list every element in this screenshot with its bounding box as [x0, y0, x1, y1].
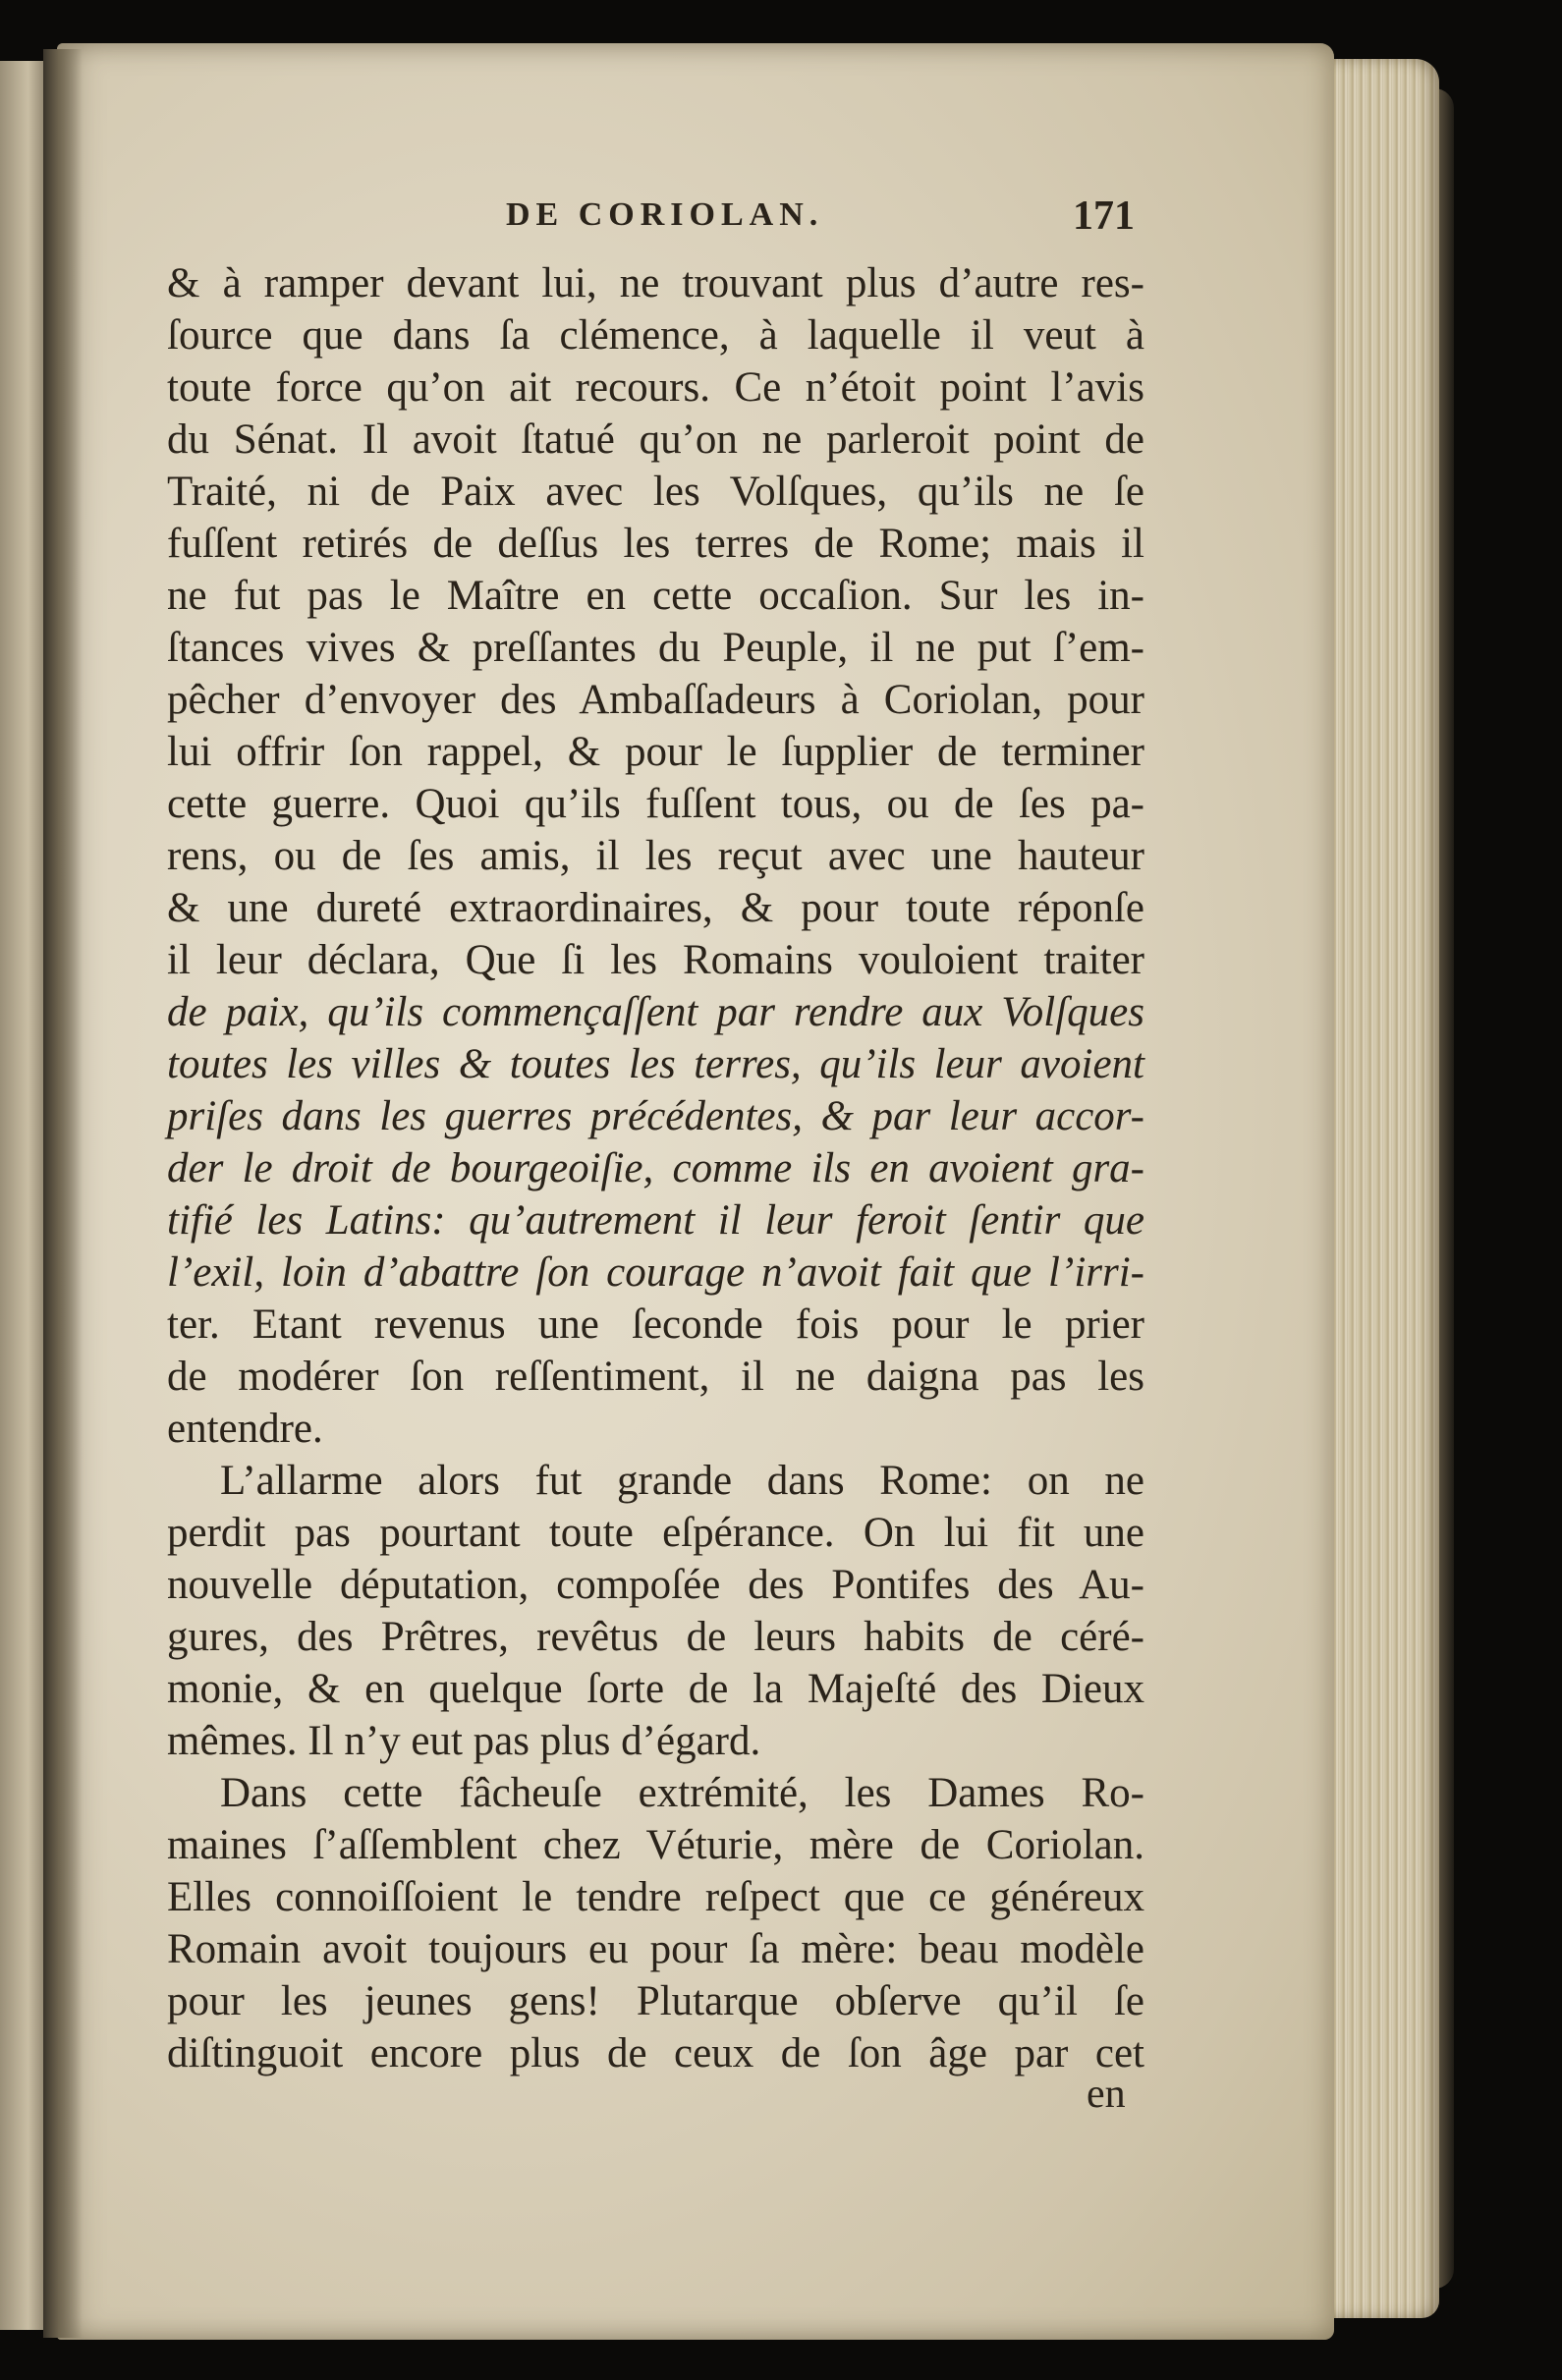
text-line: cette guerre. Quoi qu’ils fuſſent tous, ou de ſes pa-: [167, 781, 1144, 827]
catchword: en: [1087, 2072, 1126, 2117]
text-line: Traité, ni de Paix avec les Volſques, qu’ils ne ſe: [167, 469, 1144, 515]
text-line: ſtances vives & preſſantes du Peuple, il ne put ſ’em-: [167, 625, 1144, 671]
text-line: pour les jeunes gens! Plutarque obſerve qu’il ſe: [167, 1978, 1144, 2024]
text-line: diſtinguoit encore plus de ceux de ſon âge par cet: [167, 2030, 1144, 2076]
text-line: du Sénat. Il avoit ſtatué qu’on ne parleroit point de: [167, 416, 1144, 463]
text-line-italic: toutes les villes & toutes les terres, qu’ils leur avoient: [167, 1041, 1144, 1087]
text-line: gures, des Prêtres, revêtus de leurs habits de céré-: [167, 1614, 1144, 1660]
text-line: nouvelle députation, compoſée des Pontifes des Au-: [167, 1562, 1144, 1608]
text-line: toute force qu’on ait recours. Ce n’étoit point l’avis: [167, 364, 1144, 411]
text-line-italic: tifié les Latins: qu’autrement il leur feroit ſentir que: [167, 1197, 1144, 1244]
text-line: pêcher d’envoyer des Ambaſſadeurs à Coriolan, pour: [167, 677, 1144, 723]
text-line: entendre.: [167, 1406, 323, 1452]
text-line: Elles connoiſſoient le tendre reſpect que ce généreux: [167, 1874, 1144, 1920]
text-line: lui offrir ſon rappel, & pour le ſupplier de terminer: [167, 729, 1144, 775]
running-head: DE CORIOLAN.: [506, 196, 824, 233]
text-line-italic: de paix, qu’ils commençaſſent par rendre aux Volſques: [167, 989, 1144, 1035]
text-line: mêmes. Il n’y eut pas plus d’égard.: [167, 1718, 761, 1764]
text-line: ne fut pas le Maître en cette occaſion. Sur les in-: [167, 573, 1144, 619]
text-line: ter. Etant revenus une ſeconde fois pour le prier: [167, 1301, 1144, 1348]
text-line-italic: priſes dans les guerres précédentes, & par leur accor-: [167, 1093, 1144, 1139]
text-line: il leur déclara, Que ſi les Romains vouloient traiter: [167, 937, 1144, 983]
page-number: 171: [1073, 194, 1135, 239]
text-line-italic: der le droit de bourgeoiſie, comme ils en avoient gra-: [167, 1145, 1144, 1191]
text-line: rens, ou de ſes amis, il les reçut avec une hauteur: [167, 833, 1144, 879]
text-line-italic: l’exil, loin d’abattre ſon courage n’avoit fait que l’irri-: [167, 1249, 1144, 1296]
text-line: maines ſ’aſſemblent chez Véturie, mère de Coriolan.: [167, 1822, 1144, 1868]
text-line: fuſſent retirés de deſſus les terres de Rome; mais il: [167, 521, 1144, 567]
text-line: & à ramper devant lui, ne trouvant plus d’autre res-: [167, 260, 1144, 306]
text-line: Dans cette fâcheuſe extrémité, les Dames Ro-: [220, 1770, 1144, 1816]
text-line: Romain avoit toujours eu pour ſa mère: beau modèle: [167, 1926, 1144, 1972]
body-text: [167, 257, 1144, 2079]
text-line: ſource que dans ſa clémence, à laquelle il veut à: [167, 312, 1144, 359]
text-line: L’allarme alors fut grande dans Rome: on ne: [220, 1458, 1144, 1504]
text-line: perdit pas pourtant toute eſpérance. On lui fit une: [167, 1510, 1144, 1556]
text-line: de modérer ſon reſſentiment, il ne daigna pas les: [167, 1354, 1144, 1400]
text-line: & une dureté extraordinaires, & pour toute réponſe: [167, 885, 1144, 931]
gutter-shadow: [43, 49, 83, 2338]
text-line: monie, & en quelque ſorte de la Majeſté des Dieux: [167, 1666, 1144, 1712]
page-block-edges: [1321, 59, 1439, 2318]
